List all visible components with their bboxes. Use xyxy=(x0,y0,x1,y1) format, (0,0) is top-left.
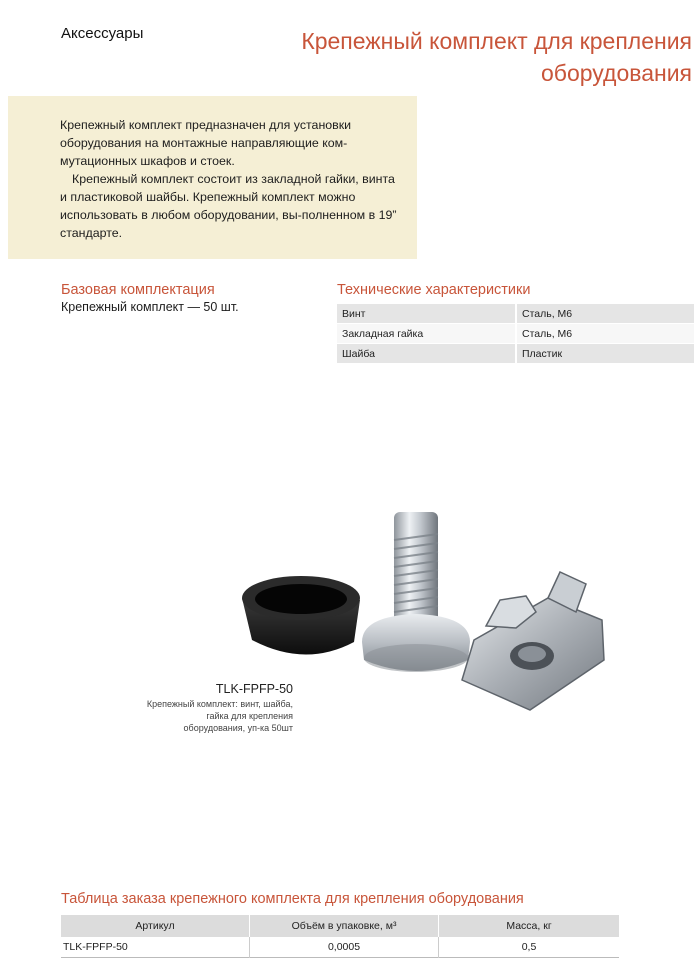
plastic-washer xyxy=(242,576,360,655)
base-text: Крепежный комплект — 50 шт. xyxy=(61,300,239,314)
intro-text xyxy=(60,116,400,242)
section-label: Аксессуары xyxy=(61,25,144,42)
table-row xyxy=(61,937,619,958)
cell-mass: 0,5 xyxy=(521,941,537,953)
column-header-volume: Объём в упаковке, м³ xyxy=(250,915,439,937)
specs-heading: Технические характеристики xyxy=(337,282,531,298)
base-heading: Базовая комплектация xyxy=(61,282,215,298)
spec-name: Шайба xyxy=(337,344,516,364)
column-header-mass: Масса, кг xyxy=(439,915,620,937)
order-heading: Таблица заказа крепежного комплекта для крепления оборудования xyxy=(61,891,524,907)
spec-value: Сталь, М6 xyxy=(516,324,694,344)
product-description: Крепежный комплект: винт, шайба, гайка для крепления оборудования, уп-ка 50шт xyxy=(146,699,293,733)
spec-value: Пластик xyxy=(516,344,694,364)
page-title: Крепежный комплект для крепления оборудования xyxy=(301,28,692,86)
product-code: TLK-FPFP-50 xyxy=(215,682,293,696)
table-header-row xyxy=(61,915,619,937)
table-row xyxy=(337,344,694,364)
specs-table xyxy=(337,304,694,364)
intro-paragraph-2: Крепежный комплект состоит из закладной гайки, винта и пластиковой шайбы. Крепежный комплект можно использовать в любом оборудовании, вы-полненном в 19” стандарте. xyxy=(60,172,397,240)
cage-nut xyxy=(462,572,604,710)
screw xyxy=(362,512,470,672)
spec-value: Сталь, М6 xyxy=(516,304,694,324)
column-header-article: Артикул xyxy=(61,915,250,937)
spec-name: Закладная гайка xyxy=(337,324,516,344)
table-row xyxy=(337,324,694,344)
cell-article: TLK-FPFP-50 xyxy=(61,937,250,958)
intro-paragraph-1: Крепежный комплект предназначен для установки оборудования на монтажные направляющие ком-мутационных шкафов и стоек. xyxy=(60,118,352,168)
table-row xyxy=(337,304,694,324)
intro-box xyxy=(8,96,417,259)
cell-volume: 0,0005 xyxy=(250,937,439,958)
order-table xyxy=(61,915,619,958)
spec-name: Винт xyxy=(337,304,516,324)
